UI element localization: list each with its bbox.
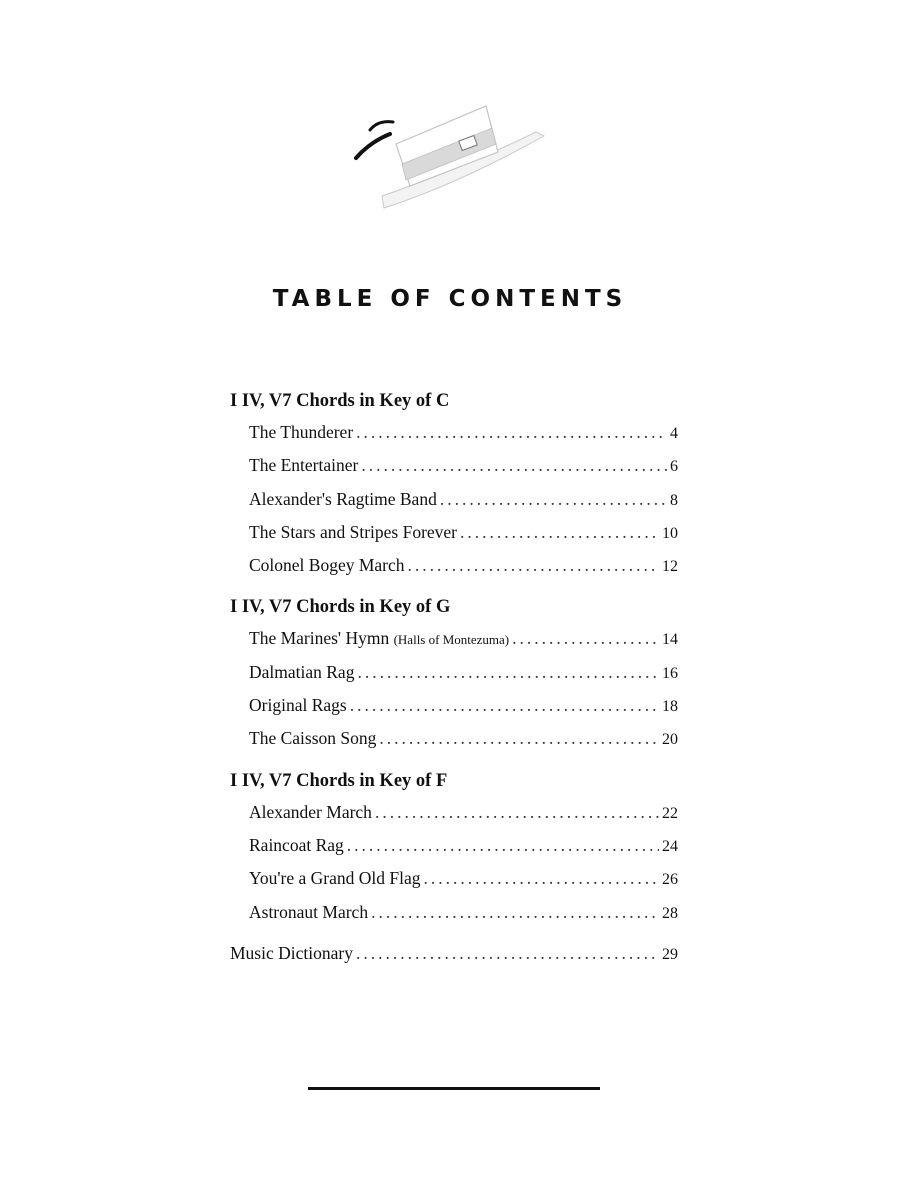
dot-leader [375,796,659,829]
entry-page-number: 10 [662,524,678,542]
section-spacer [230,756,678,766]
table-of-contents [230,386,678,970]
entry-title: Music Dictionary [230,942,353,963]
dot-leader [361,449,667,482]
entry-title [249,622,509,656]
dot-leader [408,549,659,582]
dot-leader [379,722,659,755]
dot-leader [440,483,667,516]
dot-leader [512,622,659,655]
entry-page-number: 12 [662,558,678,576]
entry-page-number: 24 [662,837,678,855]
toc-entry-music-dictionary [230,937,678,970]
entry-page-number: 8 [670,491,678,509]
entry-title: The Stars and Stripes Forever [249,521,458,542]
toc-entry [230,722,678,755]
motion-lines [356,122,393,158]
entry-page-number: 4 [670,425,678,442]
toc-entry [230,829,678,862]
page-title: TABLE OF CONTENTS [272,286,628,312]
toc-entry [230,622,678,655]
entry-page-number: 18 [662,698,678,716]
toc-entry [230,862,678,895]
toc-entry [230,483,678,516]
straw-hat-illustration [348,100,548,212]
dot-leader [347,829,659,862]
entry-subtitle: (Halls of Montezuma) [393,632,510,648]
entry-title: The Caisson Song [249,728,377,749]
section-heading-key-of-g: I IV, V7 Chords in Key of G [230,597,451,618]
entry-title: Alexander March [249,801,372,822]
entry-title: Astronaut March [249,901,369,922]
entry-page-number: 6 [670,458,678,476]
dot-leader [356,937,659,970]
entry-title-text: The Marines' Hymn [249,628,390,649]
dot-leader [424,862,660,895]
toc-entry [230,656,678,689]
entry-title: The Thunderer [249,422,354,442]
entry-title: Alexander's Ragtime Band [249,488,437,509]
toc-entry [230,416,678,449]
toc-entry [230,549,678,582]
dot-leader [356,416,667,449]
entry-page-number: 20 [662,731,678,749]
entry-page-number: 14 [662,631,678,649]
dot-leader [371,896,659,929]
entry-page-number: 22 [662,804,678,822]
toc-entry [230,449,678,482]
section-heading-key-of-c: I IV, V7 Chords in Key of C [230,391,450,411]
entry-page-number: 16 [662,664,678,682]
section-spacer [230,929,678,937]
entry-page-number: 28 [662,904,678,922]
entry-title: Original Rags [249,695,347,716]
dot-leader [357,656,659,689]
entry-page-number: 26 [662,871,678,889]
entry-title: Dalmatian Rag [249,661,355,682]
section-spacer [230,582,678,592]
entry-title: You're a Grand Old Flag [249,868,421,889]
toc-entry [230,896,678,929]
entry-title: Raincoat Rag [249,834,344,855]
section-heading-key-of-f: I IV, V7 Chords in Key of F [230,770,448,791]
toc-entry [230,689,678,722]
entry-title: The Entertainer [249,455,359,476]
entry-page-number: 29 [662,945,678,963]
dot-leader [460,516,659,549]
bottom-divider [308,1087,600,1090]
hat-shape [382,106,544,208]
entry-title: Colonel Bogey March [249,555,405,576]
dot-leader [350,689,659,722]
toc-entry [230,516,678,549]
toc-entry [230,796,678,829]
